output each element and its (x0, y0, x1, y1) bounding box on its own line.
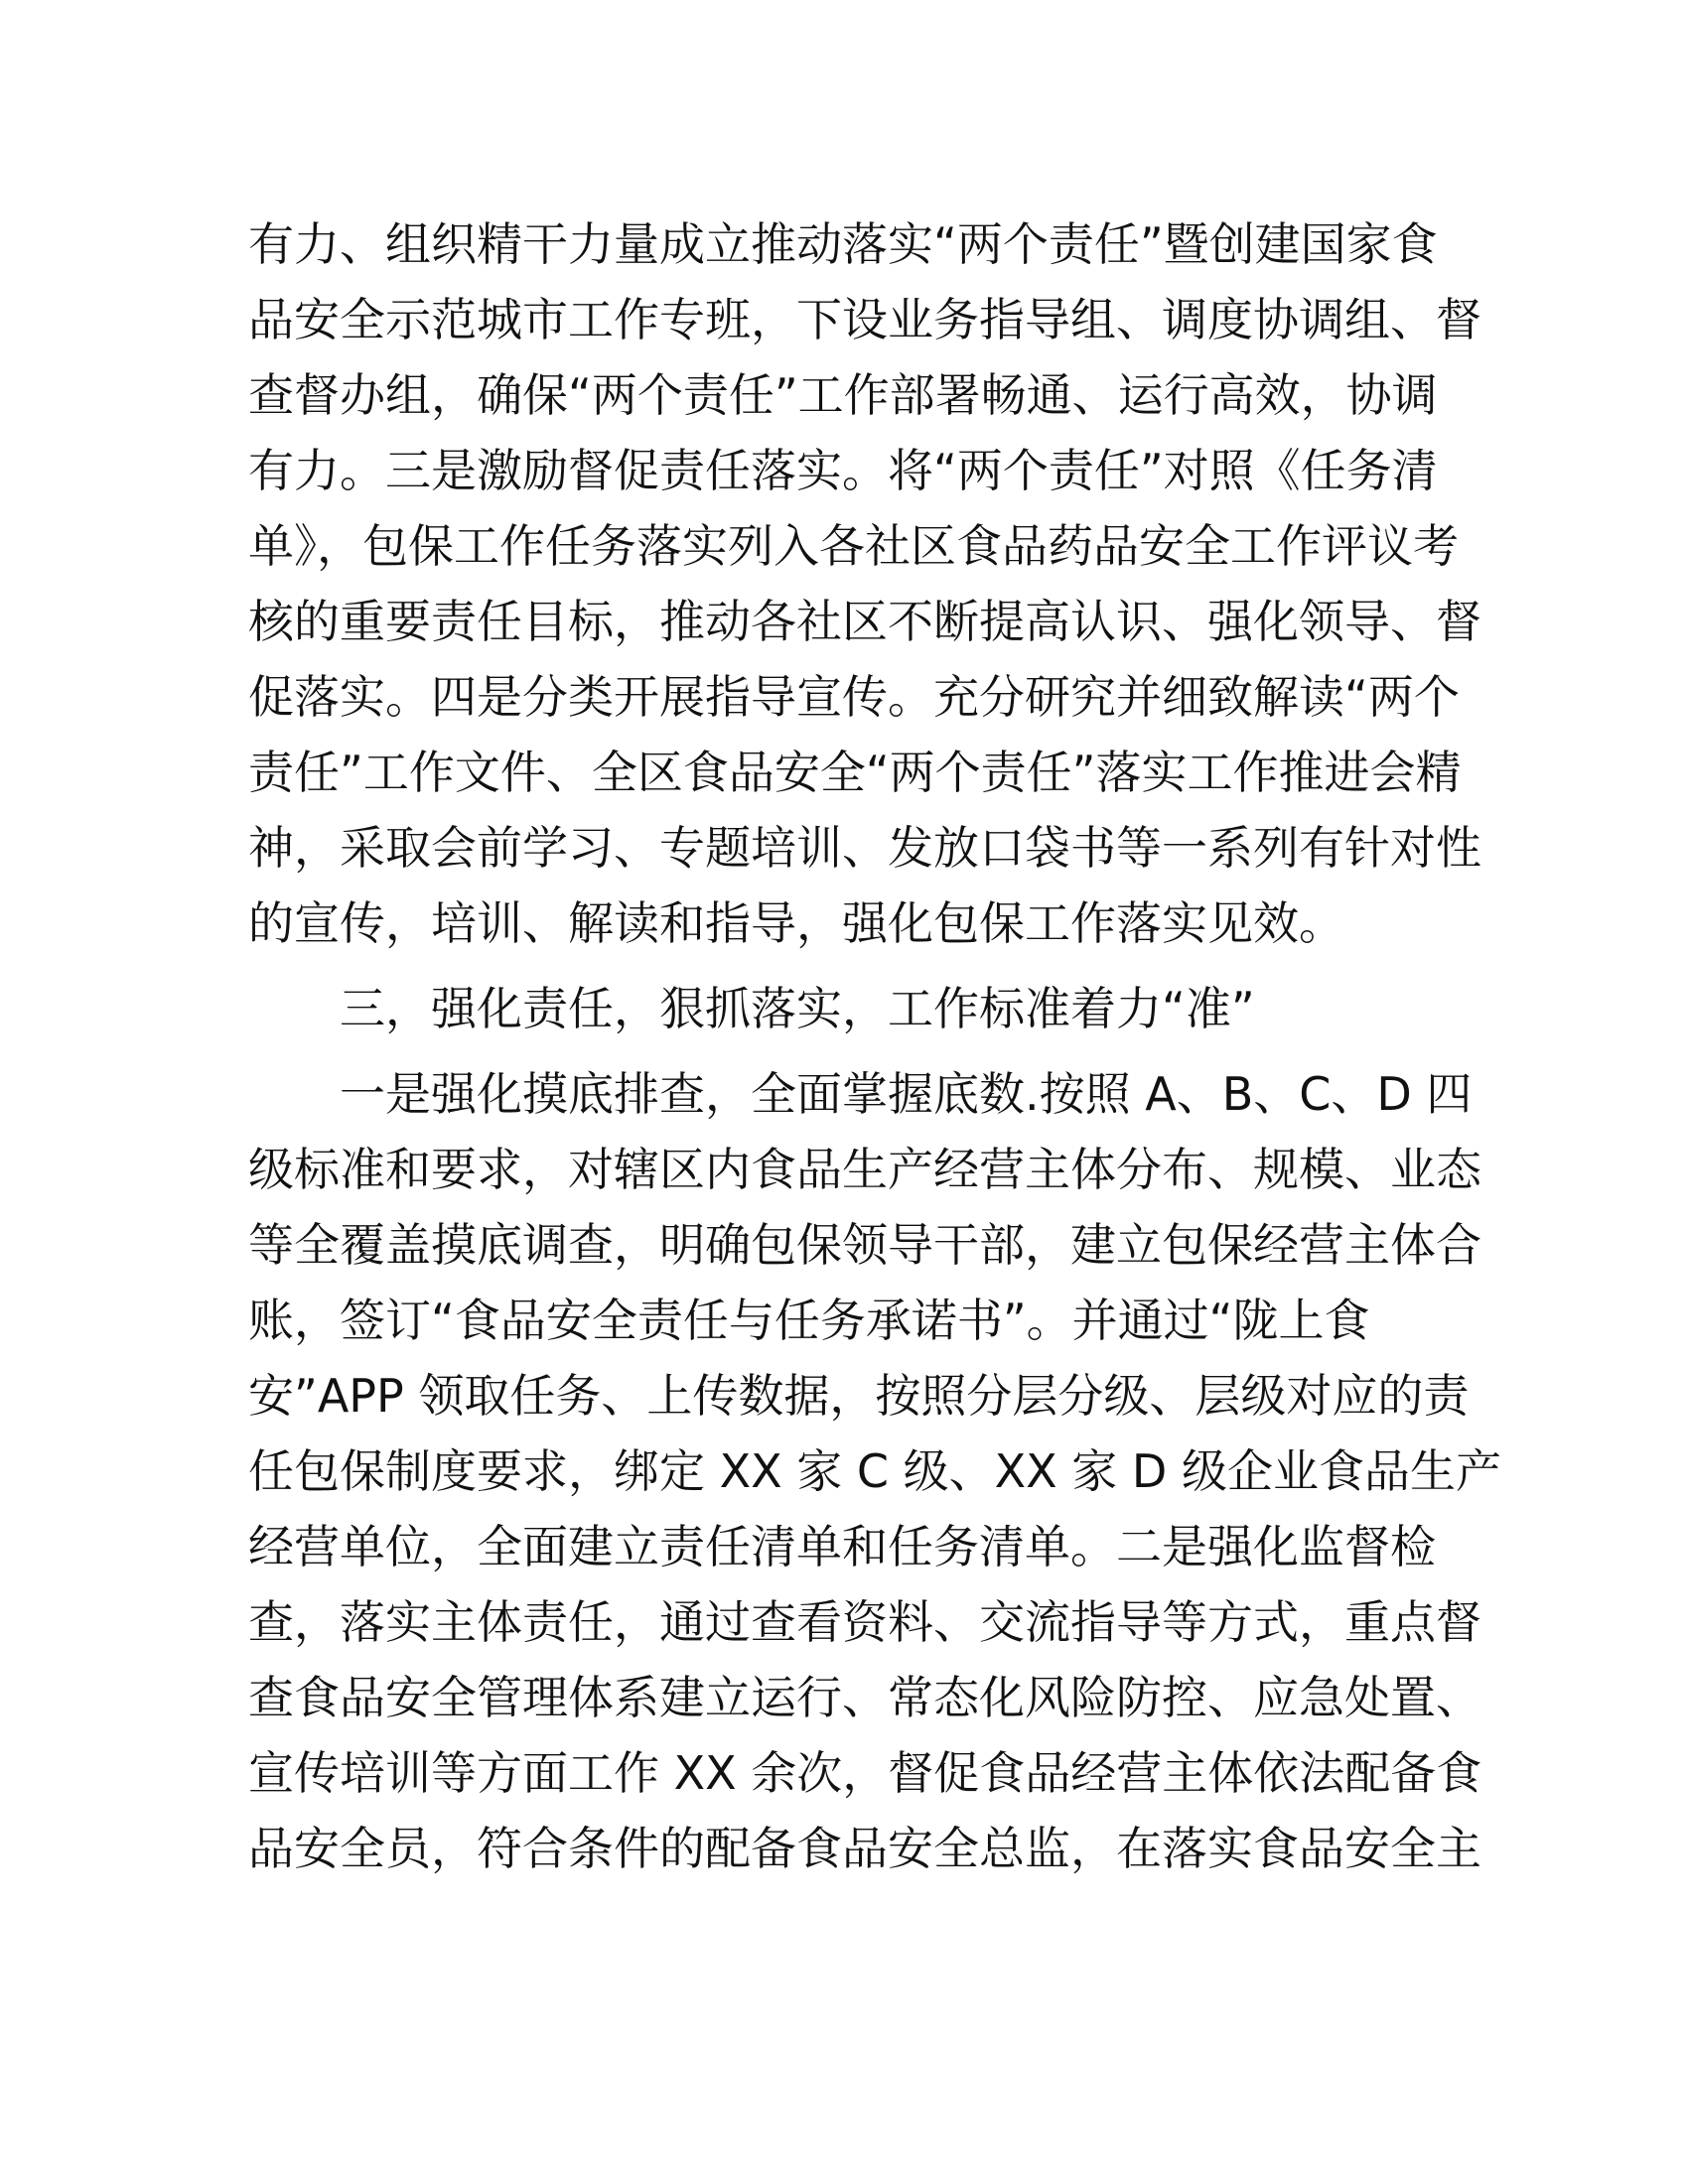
section-heading: 三，强化责任，狠抓落实，工作标准着力“准” (340, 982, 1255, 1035)
body-line: 宣传培训等方面工作 XX 余次，督促食品经营主体依法配备食 (248, 1746, 1482, 1800)
body-line: 查，落实主体责任，通过查看资料、交流指导等方式，重点督 (248, 1595, 1481, 1649)
body-line: 安”APP 领取任务、上传数据，按照分层分级、层级对应的责 (248, 1369, 1470, 1423)
paragraph-first-line: 一是强化摸底排查，全面掌握底数.按照 A、B、C、D 四 (340, 1067, 1473, 1121)
body-line: 神，采取会前学习、专题培训、发放口袋书等一系列有针对性 (248, 821, 1481, 875)
body-line: 核的重要责任目标，推动各社区不断提高认识、强化领导、督 (248, 595, 1481, 648)
body-line: 有力、组织精干力量成立推动落实“两个责任”暨创建国家食 (248, 217, 1438, 271)
body-line: 单》，包保工作任务落实列入各社区食品药品安全工作评议考 (248, 519, 1459, 573)
body-line: 查食品安全管理体系建立运行、常态化风险防控、应急处置、 (248, 1671, 1481, 1724)
document-body (248, 206, 1501, 1886)
body-line: 责任”工作文件、全区食品安全“两个责任”落实工作推进会精 (248, 746, 1462, 799)
body-line: 查督办组，确保“两个责任”工作部署畅通、运行高效，协调 (248, 368, 1438, 422)
body-line: 级标准和要求，对辖区内食品生产经营主体分布、规模、业态 (248, 1143, 1481, 1196)
body-line: 促落实。四是分类开展指导宣传。充分研究并细致解读“两个 (248, 670, 1460, 724)
body-line: 品安全示范城市工作专班，下设业务指导组、调度协调组、督 (248, 293, 1481, 346)
body-line: 有力。三是激励督促责任落实。将“两个责任”对照《任务清 (248, 444, 1438, 497)
body-line: 任包保制度要求，绑定 XX 家 C 级、XX 家 D 级企业食品生产 (248, 1444, 1501, 1498)
body-line: 品安全员，符合条件的配备食品安全总监，在落实食品安全主 (248, 1822, 1481, 1875)
body-line: 等全覆盖摸底调查，明确包保领导干部，建立包保经营主体合 (248, 1218, 1481, 1272)
body-line: 经营单位，全面建立责任清单和任务清单。二是强化监督检 (248, 1520, 1436, 1573)
body-line: 账，签订“食品安全责任与任务承诺书”。并通过“陇上食 (248, 1294, 1370, 1347)
body-line: 的宣传，培训、解读和指导，强化包保工作落实见效。 (248, 896, 1344, 950)
